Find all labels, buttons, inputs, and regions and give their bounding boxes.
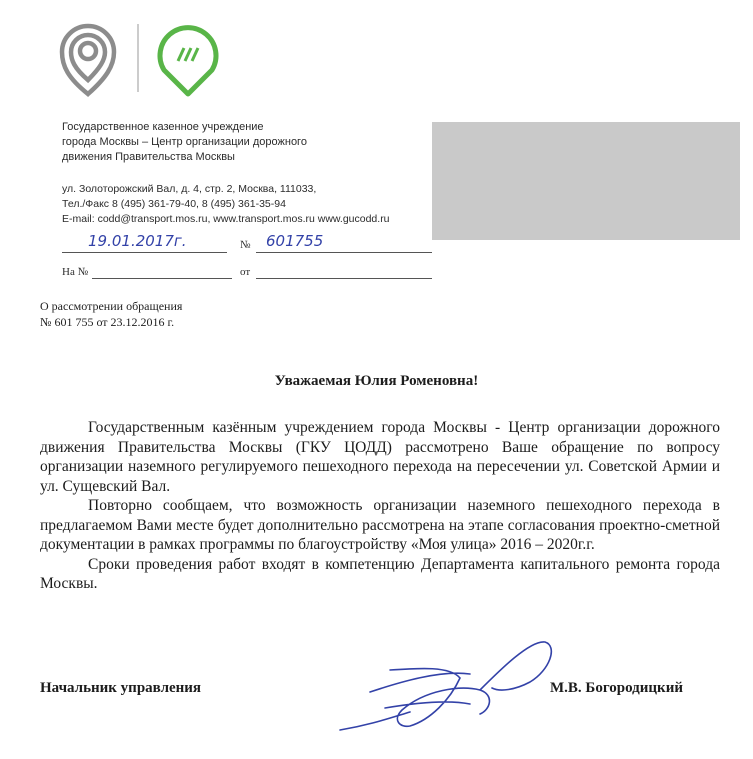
body-paragraph: Сроки проведения работ входят в компетенцию Департамента капитального ремонта города Москвы. <box>40 555 720 592</box>
handwritten-number: 601755 <box>266 232 324 250</box>
sender-organization <box>62 120 307 165</box>
letterhead-logos <box>58 18 228 98</box>
address-line: ул. Золоторожский Вал, д. 4, стр. 2, Москва, 111033, <box>62 183 317 195</box>
phone-line: Тел./Факс 8 (495) 361-79-40, 8 (495) 361-35-94 <box>62 198 286 210</box>
date-underline <box>62 252 227 253</box>
letter-body <box>40 418 720 594</box>
letter-subject <box>40 298 182 330</box>
redacted-recipient-block <box>432 122 740 240</box>
number-underline <box>256 252 432 253</box>
reference-row <box>62 264 432 282</box>
body-paragraph: Повторно сообщаем, что возможность организации наземного пешеходного перехода в предлагаемом Вами месте будет дополнительно рассмотрена на этапе согласования проектно-сметной документации в рамках программы по благоустройству «Моя улица» 2016 – 2020г.г. <box>40 497 720 553</box>
handwritten-date: 19.01.2017г. <box>88 232 187 250</box>
email-web-line: E-mail: codd@transport.mos.ru, www.transport.mos.ru www.gucodd.ru <box>62 213 390 225</box>
reference-label: На № <box>62 266 89 278</box>
sender-line: города Москвы – Центр организации дорожного <box>62 136 307 148</box>
reference-underline <box>92 278 232 279</box>
handwritten-signature <box>330 630 560 750</box>
number-label: № <box>240 239 251 251</box>
from-label: от <box>240 266 251 278</box>
sender-line: Государственное казенное учреждение <box>62 121 264 133</box>
salutation: Уважаемая Юлия Роменовна! <box>274 373 479 389</box>
moscow-transport-logo-icon <box>62 26 114 94</box>
subject-line: О рассмотрении обращения <box>40 299 183 313</box>
body-paragraph: Государственным казённым учреждением города Москвы - Центр организации дорожного движения Правительства Москвы (ГКУ ЦОДД) рассмотрено Ваше обращение по вопросу организации наземного регулируемого пешеходного перехода на пересечении ул. Советской Армии и ул. Сущевский Вал. <box>40 419 720 495</box>
sender-line: движения Правительства Москвы <box>62 151 235 163</box>
codd-logo-icon <box>160 28 216 94</box>
signatory-name: М.В. Богородицкий <box>550 680 683 696</box>
from-underline <box>256 278 432 279</box>
signatory-title: Начальник управления <box>40 680 202 696</box>
subject-line: № 601 755 от 23.12.2016 г. <box>40 315 175 329</box>
sender-contacts <box>62 182 390 227</box>
registration-date-number-row <box>62 234 432 256</box>
